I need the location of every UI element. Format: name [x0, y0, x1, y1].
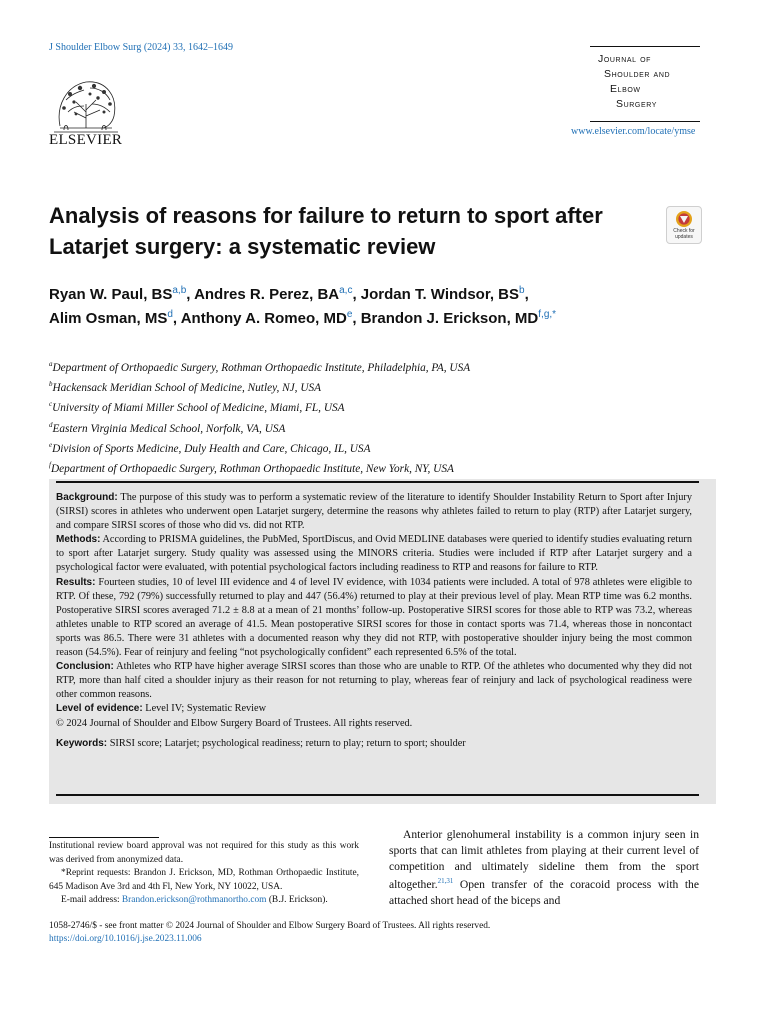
affiliation-item: [49, 376, 709, 396]
author-separator: ,: [172, 310, 181, 327]
abstract-section-text: SIRSI score; Latarjet; psychological readiness; return to play; return to sport; shoulder: [109, 737, 466, 749]
article-title: Analysis of reasons for failure to return to sport after Latarjet surgery: a systematic review: [49, 203, 603, 259]
intro-text: Anterior glenohumeral instability is a common injury seen in sports that can limit athletes from playing at their current level of competition and ultimately sideline them from the sport altogether.: [389, 828, 699, 892]
abstract-level: [56, 702, 692, 716]
abstract-section-label: Methods:: [56, 534, 101, 546]
abstract-conclusion: [56, 660, 692, 702]
author-name[interactable]: Brandon J. Erickson, MD: [360, 310, 539, 327]
affiliation-key: e: [49, 440, 53, 449]
journal-logo-line-2: Shoulder and: [604, 68, 671, 80]
author-name[interactable]: Anthony A. Romeo, MD: [180, 310, 347, 327]
abstract-section-text: Level IV; Systematic Review: [145, 703, 267, 715]
journal-logo-line-3: Elbow: [610, 83, 641, 95]
journal-citation-link[interactable]: J Shoulder Elbow Surg (2024) 33, 1642–1649: [49, 42, 233, 53]
affiliation-item: [49, 396, 709, 416]
author-name[interactable]: Jordan T. Windsor, BS: [360, 286, 520, 303]
author-separator: ,: [352, 286, 361, 303]
footnotes: [49, 840, 359, 908]
affiliation-key: b: [49, 380, 53, 389]
abstract-section-text: According to PRISMA guidelines, the PubMed, SportDiscus, and Ovid MEDLINE databases were queried to identify studies evaluating return to sport after Latarjet surgery. Study quality was assessed using the MINORS criteria. Studies were included if RTP after Latarjet surgery and a psychological factor were evaluated, with potential psychological factors including readiness to RTP and reasons for failure to RTP.: [56, 534, 692, 574]
author-affiliation-marker[interactable]: f,g,*: [538, 309, 557, 320]
abstract-section-text: Fourteen studies, 10 of level III evidence and 4 of level IV evidence, with 1034 patients were included. A total of 978 athletes were eligible to RTP. Of these, 792 (79%) successfully returned to play and 447 (56.4%) returned to play at their previous level of play. Mean RTP time was 6.2 months. Postoperative SIRSI scores averaged 71.2 ± 8.8 at a mean of 21 months’ follow-up. Postoperative SIRSI scores for those able to RTP was 73.2, whereas athletes unable to RTP scored an average of 41.5. Mean postoperative SIRSI scores for those in contact sports was 71.4, whereas those in noncontact sports was 86.5. There were 31 athletes with a documented reason why they did not RTP, with postoperative shoulder injury being the most common reason (54.5%). Fear of reinjury and feeling “not psychologically confident” each represented 6.5% of the total.: [56, 576, 692, 659]
abstract-section-text: The purpose of this study was to perform a systematic review of the literature to identify Shoulder Instability Return to Sport after Injury (SIRSI) scores in athletes who underwent open Latarjet surgery, determine the reasons why athletes failed to return to play (RTP) after Latarjet surgery, and compare SIRSI scores of those who did vs. did not RTP.: [56, 492, 693, 532]
affiliation-list: [49, 356, 709, 497]
journal-url-link[interactable]: www.elsevier.com/locate/ymse: [571, 126, 696, 137]
abstract-box: [49, 479, 716, 804]
issn-line: 1058-2746/$ - see front matter © 2024 Journal of Shoulder and Elbow Surgery Board of Trustees. All rights reserved.: [49, 921, 491, 931]
author-affiliation-marker[interactable]: e: [346, 309, 353, 320]
abstract-bottom-rule: [56, 794, 699, 796]
affiliation-text: Department of Orthopaedic Surgery, Rothman Orthopaedic Institute, New York, NY, USA: [50, 462, 454, 475]
abstract-section-label: Level of evidence:: [56, 703, 143, 715]
email-suffix: (B.J. Erickson).: [268, 895, 328, 906]
abstract-copyright: © 2024 Journal of Shoulder and Elbow Surgery Board of Trustees. All rights reserved.: [56, 717, 413, 729]
author-name[interactable]: Ryan W. Paul, BS: [49, 286, 173, 303]
author-name[interactable]: Alim Osman, MS: [49, 310, 168, 327]
footnote-irb: Institutional review board approval was not required for this study as this work was derived from anonymized data.: [49, 841, 359, 865]
author-affiliation-marker[interactable]: a,b: [172, 285, 187, 296]
check-for-updates-button[interactable]: [666, 206, 702, 244]
affiliation-item: [49, 437, 709, 457]
publisher-name: ELSEVIER: [49, 132, 123, 148]
author-affiliation-marker[interactable]: d: [167, 309, 173, 320]
abstract-top-rule: [56, 481, 699, 483]
affiliation-key: c: [49, 400, 53, 409]
abstract-results: [56, 576, 692, 661]
author-affiliation-marker[interactable]: a,c: [339, 285, 353, 296]
abstract-keywords: [56, 737, 692, 751]
check-updates-icon: [667, 207, 701, 229]
abstract-section-label: Keywords:: [56, 737, 108, 749]
affiliation-text: Department of Orthopaedic Surgery, Rothman Orthopaedic Institute, Philadelphia, PA, USA: [52, 361, 471, 374]
abstract-section-label: Results:: [56, 576, 96, 588]
abstract-section-label: Conclusion:: [56, 661, 114, 673]
citation-reference-link[interactable]: 21,31: [437, 877, 454, 886]
author-separator: ,: [186, 286, 195, 303]
footnote-reprint: *Reprint requests: Brandon J. Erickson, MD, Rothman Orthopaedic Institute, 645 Madison Ave 3rd and 4th Fl, New York, NY 10022, USA.: [49, 868, 359, 892]
journal-logo-line-1: Journal of: [598, 53, 652, 65]
author-list: [49, 283, 689, 331]
affiliation-key: a: [49, 360, 53, 368]
affiliation-text: Hackensack Meridian School of Medicine, Nutley, NJ, USA: [52, 381, 322, 394]
introduction-paragraph: [389, 827, 699, 909]
check-updates-label: Check for updates: [673, 228, 695, 240]
abstract-background: [56, 491, 692, 533]
affiliation-text: Division of Sports Medicine, Duly Health and Care, Chicago, IL, USA: [52, 442, 371, 455]
journal-logo: [590, 46, 700, 122]
abstract-section-text: Athletes who RTP have higher average SIRSI scores than those who are unable to RTP. Of the athletes who documented why they did not RTP, more than half cited a shoulder injury as their reason for not returning to play, whereas fear of reinjury and lack of psychological readiness were other common reasons.: [56, 661, 692, 701]
author-separator: ,: [352, 310, 361, 327]
author-separator: ,: [524, 286, 529, 303]
affiliation-key: d: [49, 420, 53, 429]
abstract-methods: [56, 533, 692, 575]
footnote-email: [49, 894, 359, 908]
affiliation-item: [49, 356, 709, 376]
author-email-link[interactable]: Brandon.erickson@rothmanortho.com: [121, 895, 267, 906]
affiliation-text: University of Miami Miller School of Medicine, Miami, FL, USA: [52, 402, 345, 415]
intro-text-continued: Open transfer of the coracoid process with the attached short head of the biceps and: [389, 878, 699, 908]
author-affiliation-marker[interactable]: b: [519, 285, 525, 296]
journal-logo-line-4: Surgery: [616, 98, 658, 110]
page-footer: [49, 920, 490, 946]
doi-link[interactable]: https://doi.org/10.1016/j.jse.2023.11.006: [49, 934, 202, 944]
affiliation-key: f: [49, 460, 51, 469]
abstract-body: [56, 491, 692, 751]
footnote-rule: [49, 837, 159, 838]
email-label: E-mail address:: [61, 895, 120, 906]
author-name[interactable]: Andres R. Perez, BA: [194, 286, 340, 303]
affiliation-item: [49, 457, 709, 477]
affiliation-item: [49, 417, 709, 437]
affiliation-text: Eastern Virginia Medical School, Norfolk, VA, USA: [52, 422, 286, 435]
abstract-section-label: Background:: [56, 492, 118, 503]
